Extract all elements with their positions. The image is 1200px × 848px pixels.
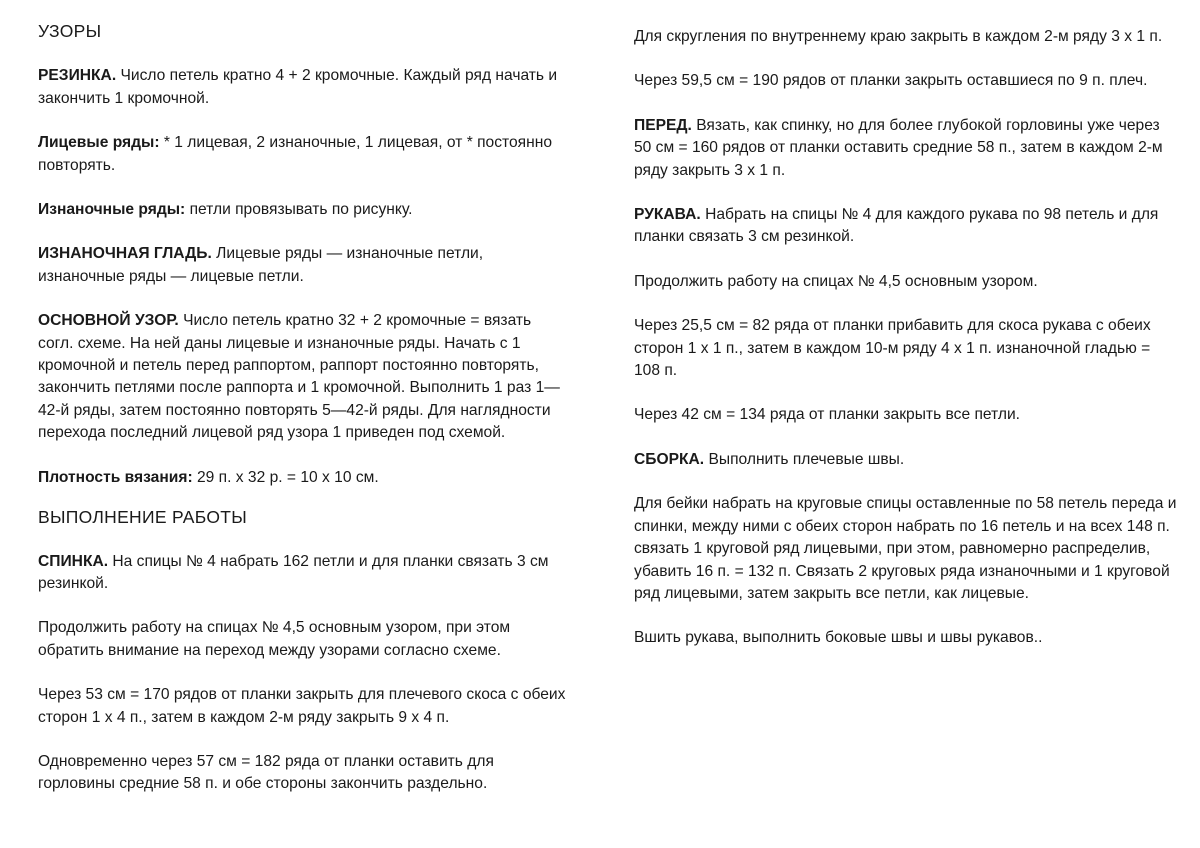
gauge-label: Плотность вязания: xyxy=(38,468,193,486)
left-column xyxy=(38,16,568,796)
paragraph-shoulder-close: Через 59,5 см = 190 рядов от планки закрыть оставшиеся по 9 п. плеч. xyxy=(634,72,1148,90)
paragraph-rounding: Для скругления по внутреннему краю закрыть в каждом 2-м ряду 3 х 1 п. xyxy=(634,28,1163,45)
purl-rows-label: Изнаночные ряды: xyxy=(38,201,186,219)
knit-rows-text: * 1 лицевая, 2 изнаночные, 1 лицевая, от * постоянно повторять. xyxy=(38,134,553,174)
paragraph-knit-rows xyxy=(38,132,568,177)
paragraph-continue-back: Продолжить работу на спицах № 4,5 основным узором, при этом обратить внимание на переход между узорами согласно схеме. xyxy=(38,619,511,659)
right-column xyxy=(634,26,1179,650)
rib-label: РЕЗИНКА. xyxy=(38,67,117,85)
paragraph-front xyxy=(634,115,1179,182)
back-label: СПИНКА. xyxy=(38,552,109,570)
paragraph-sleeves xyxy=(634,204,1179,249)
paragraph-neckline: Одновременно через 57 см = 182 ряда от планки оставить для горловины средние 58 п. и обе стороны закончить раздельно. xyxy=(38,752,494,793)
paragraph-sleeve-bind: Через 42 см = 134 ряда от планки закрыть все петли. xyxy=(634,406,1020,424)
assembly-text: Выполнить плечевые швы. xyxy=(704,450,905,468)
section-title-patterns: УЗОРЫ xyxy=(38,21,102,41)
reverse-stockinette-text: Лицевые ряды — изнаночные петли, изнаночные ряды — лицевые петли. xyxy=(38,245,484,285)
section-title-instructions: ВЫПОЛНЕНИЕ РАБОТЫ xyxy=(38,507,248,528)
paragraph-rib xyxy=(38,65,568,110)
knit-rows-label: Лицевые ряды: xyxy=(38,134,160,152)
rib-text: Число петель кратно 4 + 2 кромочные. Каждый ряд начать и закончить 1 кромочной. xyxy=(38,67,558,107)
paragraph-main-pattern xyxy=(38,310,568,444)
sleeves-text: Набрать на спицы № 4 для каждого рукава по 98 петель и для планки связать 3 см резинкой. xyxy=(634,206,1159,246)
paragraph-purl-rows xyxy=(38,199,568,221)
reverse-stockinette-label: ИЗНАНОЧНАЯ ГЛАДЬ. xyxy=(38,245,212,263)
paragraph-back xyxy=(38,551,568,596)
paragraph-shoulder-bind: Через 53 см = 170 рядов от планки закрыть для плечевого скоса с обеих сторон 1 х 4 п., затем в каждом 2-м ряду закрыть 9 х 4 п. xyxy=(38,686,566,726)
paragraph-assembly xyxy=(634,449,1179,471)
main-pattern-text: Число петель кратно 32 + 2 кромочные = вязать согл. схеме. На ней даны лицевые и изнаночные ряды. Начать с 1 кромочной и петель перед раппортом, раппорт постоянно повторять, закончить петлями после раппорта и 1 кромочной. Выполнить 1 раз 1—42-й ряды, затем постоянно повторять 5—42-й ряды. Для наглядности перехода последний лицевой ряд узора 1 приведен под схемой. xyxy=(38,312,560,442)
back-text: На спицы № 4 набрать 162 петли и для планки связать 3 см резинкой. xyxy=(38,552,549,592)
front-label: ПЕРЕД. xyxy=(634,116,692,134)
sleeves-label: РУКАВА. xyxy=(634,206,701,224)
paragraph-gauge xyxy=(38,467,568,489)
gauge-text: 29 п. х 32 р. = 10 х 10 см. xyxy=(192,468,379,486)
main-pattern-label: ОСНОВНОЙ УЗОР. xyxy=(38,312,179,330)
paragraph-finishing: Вшить рукава, выполнить боковые швы и швы рукавов.. xyxy=(634,629,1043,647)
paragraph-sleeve-increase: Через 25,5 см = 82 ряда от планки прибавить для скоса рукава с обеих сторон 1 х 1 п., затем в каждом 10-м ряду 4 х 1 п. изнаночной гладью = 108 п. xyxy=(634,317,1151,380)
paragraph-continue-sleeves: Продолжить работу на спицах № 4,5 основным узором. xyxy=(634,272,1038,290)
paragraph-reverse-stockinette xyxy=(38,243,568,288)
assembly-label: СБОРКА. xyxy=(634,450,705,468)
purl-rows-text: петли провязывать по рисунку. xyxy=(185,201,413,219)
front-text: Вязать, как спинку, но для более глубокой горловины уже через 50 см = 160 рядов от планки оставить средние 58 п., затем в каждом 2-м ряду закрыть 3 х 1 п. xyxy=(634,116,1163,179)
paragraph-neckband: Для бейки набрать на круговые спицы оставленные по 58 петель переда и спинки, между ними с обеих сторон набрать по 16 петель и на всех 148 п. связать 1 круговой ряд лицевыми, при этом, равномерно распределив, убавить 16 п. = 132 п. Связать 2 круговых ряда изнаночными и 1 круговой ряд лицевыми, затем закрыть все петли, как лицевые. xyxy=(634,495,1177,602)
